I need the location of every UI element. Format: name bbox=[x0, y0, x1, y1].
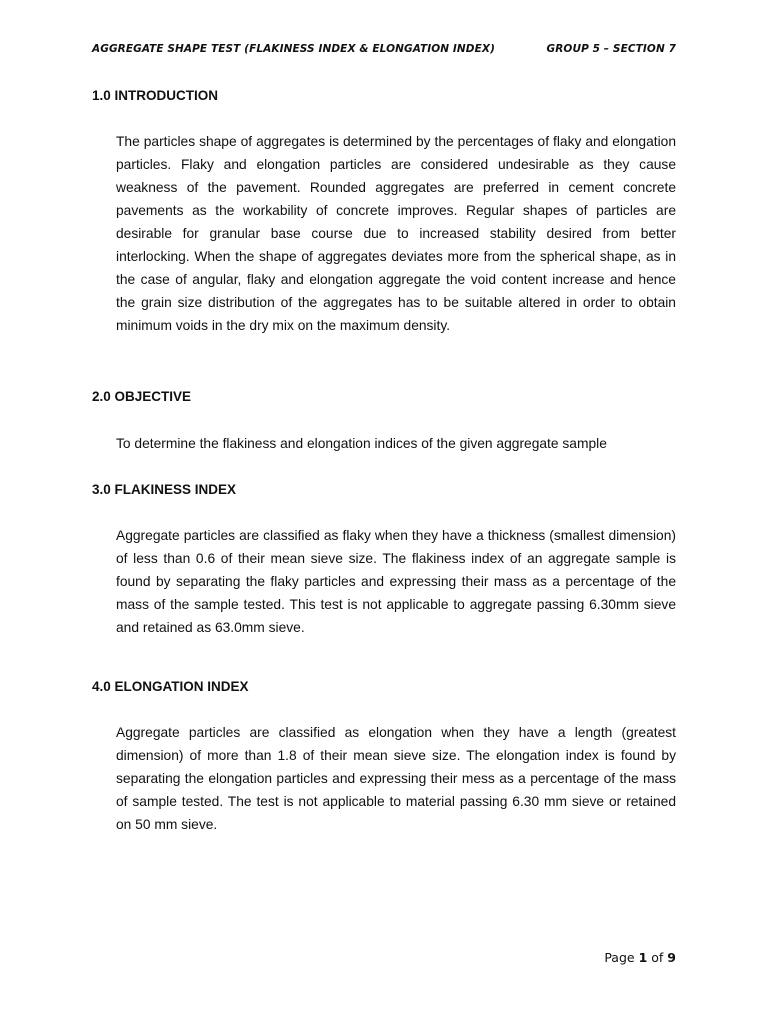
section-heading-elongation-index: 4.0 ELONGATION INDEX bbox=[92, 679, 249, 694]
page-current: 1 bbox=[638, 950, 648, 965]
page-number bbox=[604, 950, 676, 965]
page-word: Page bbox=[604, 950, 635, 965]
section-body-elongation-index: Aggregate particles are classified as elongation when they have a length (greatest dimension) of more than 1.8 of their mean sieve size. The elongation index is found by separating the elongation particles and expressing their mess as a percentage of the mass of sample tested. The test is not applicable to material passing 6.30 mm sieve or retained on 50 mm sieve. bbox=[116, 725, 676, 832]
page-total: 9 bbox=[667, 950, 676, 965]
header-group: GROUP 5 – SECTION 7 bbox=[546, 43, 676, 55]
of-word: of bbox=[651, 950, 664, 965]
section-heading-introduction: 1.0 INTRODUCTION bbox=[92, 88, 219, 103]
section-body-introduction: The particles shape of aggregates is determined by the percentages of flaky and elongation particles. Flaky and elongation particles are considered undesirable as they cause weakness of the pavement. Rounded aggregates are preferred in cement concrete pavements as the workability of concrete improves. Regular shapes of particles are desirable for granular base course due to increased stability desired from better interlocking. When the shape of aggregates deviates more from the spherical shape, as in the case of angular, flaky and elongation aggregate the void content increase and hence the grain size distribution of the aggregates has to be suitable altered in order to obtain minimum voids in the dry mix on the maximum density. bbox=[116, 134, 676, 333]
section-heading-flakiness-index: 3.0 FLAKINESS INDEX bbox=[92, 482, 237, 497]
section-body-flakiness-index: Aggregate particles are classified as flaky when they have a thickness (smallest dimension) of less than 0.6 of their mean sieve size. The flakiness index of an aggregate sample is found by separating the flaky particles and expressing their mass as a percentage of the mass of the sample tested. This test is not applicable to aggregate passing 6.30mm sieve and retained as 63.0mm sieve. bbox=[116, 528, 676, 635]
section-body-objective: To determine the flakiness and elongation indices of the given aggregate sample bbox=[116, 436, 607, 451]
page-header bbox=[92, 43, 676, 61]
section-heading-objective: 2.0 OBJECTIVE bbox=[92, 389, 192, 404]
header-title: AGGREGATE SHAPE TEST (FLAKINESS INDEX & ELONGATION INDEX) bbox=[92, 43, 495, 55]
